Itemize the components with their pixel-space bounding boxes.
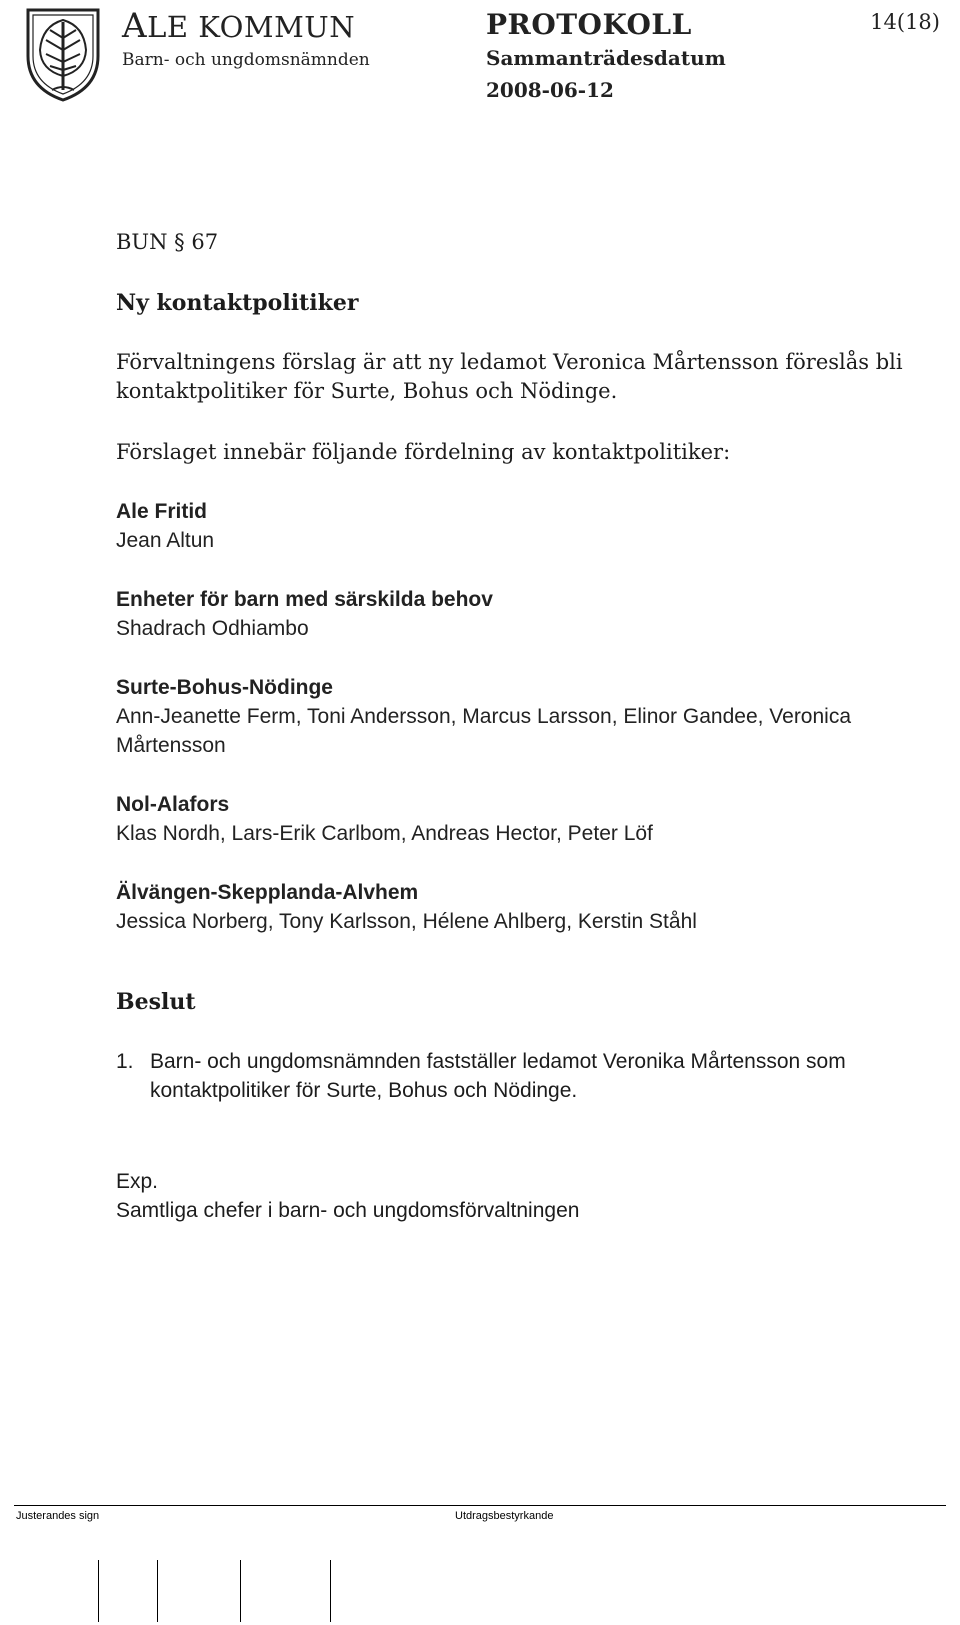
group-members: Ann-Jeanette Ferm, Toni Andersson, Marcus Larsson, Elinor Gandee, Veronica Mårtensson [116, 705, 852, 757]
document-type: PROTOKOLL [486, 8, 692, 41]
group-surte-bohus-nodinge [116, 673, 916, 760]
group-members: Shadrach Odhiambo [116, 617, 309, 640]
signature-box-divider [98, 1560, 99, 1622]
distribution-lead: Förslaget innebär följande fördelning av kontaktpolitiker: [116, 440, 731, 464]
meeting-date: 2008-06-12 [486, 78, 614, 102]
group-ale-fritid [116, 497, 916, 555]
decision-text: Barn- och ungdomsnämnden fastställer ledamot Veronika Mårtensson som kontaktpolitiker för Surte, Bohus och Nödinge. [150, 1050, 846, 1102]
group-members: Jean Altun [116, 529, 215, 552]
org-name-rest: LE KOMMUN [147, 10, 356, 44]
signature-box-divider [240, 1560, 241, 1622]
group-title: Älvängen-Skepplanda-Alvhem [116, 881, 419, 904]
footer-divider [14, 1505, 946, 1506]
organization-name [122, 6, 355, 46]
group-title: Ale Fritid [116, 500, 208, 523]
group-title: Surte-Bohus-Nödinge [116, 676, 333, 699]
paragraph-id: BUN § 67 [116, 230, 219, 254]
municipal-coat-of-arms-tree-icon [22, 4, 104, 104]
group-title: Enheter för barn med särskilda behov [116, 588, 493, 611]
group-special-needs [116, 585, 916, 643]
distribution-recipients: Samtliga chefer i barn- och ungdomsförvaltningen [116, 1199, 580, 1222]
organization-subunit: Barn- och ungdomsnämnden [122, 50, 370, 70]
section-title: Ny kontaktpolitiker [116, 290, 359, 316]
proposal-text: Förvaltningens förslag är att ny ledamot Veronica Mårtensson föreslås bli kontaktpolitiker för Surte, Bohus och Nödinge. [116, 350, 903, 403]
decision-item [116, 1047, 916, 1105]
page-number: 14(18) [870, 10, 940, 34]
protocol-body [116, 228, 916, 1225]
group-members: Jessica Norberg, Tony Karlsson, Hélene Ahlberg, Kerstin Ståhl [116, 910, 697, 933]
group-nol-alafors [116, 790, 916, 848]
group-alvangen-skepplanda-alvhem [116, 878, 916, 936]
distribution-label: Exp. [116, 1170, 159, 1193]
decision-number: 1. [116, 1050, 134, 1073]
signature-box-divider [157, 1560, 158, 1622]
group-title: Nol-Alafors [116, 793, 230, 816]
decision-heading: Beslut [116, 989, 196, 1015]
signature-label: Justerandes sign [16, 1510, 100, 1522]
meeting-date-label: Sammanträdesdatum [486, 46, 726, 70]
extract-certification-label: Utdragsbestyrkande [455, 1510, 554, 1522]
org-name-initial: A [122, 6, 148, 46]
group-members: Klas Nordh, Lars-Erik Carlbom, Andreas Hector, Peter Löf [116, 822, 653, 845]
signature-box-divider [330, 1560, 331, 1622]
